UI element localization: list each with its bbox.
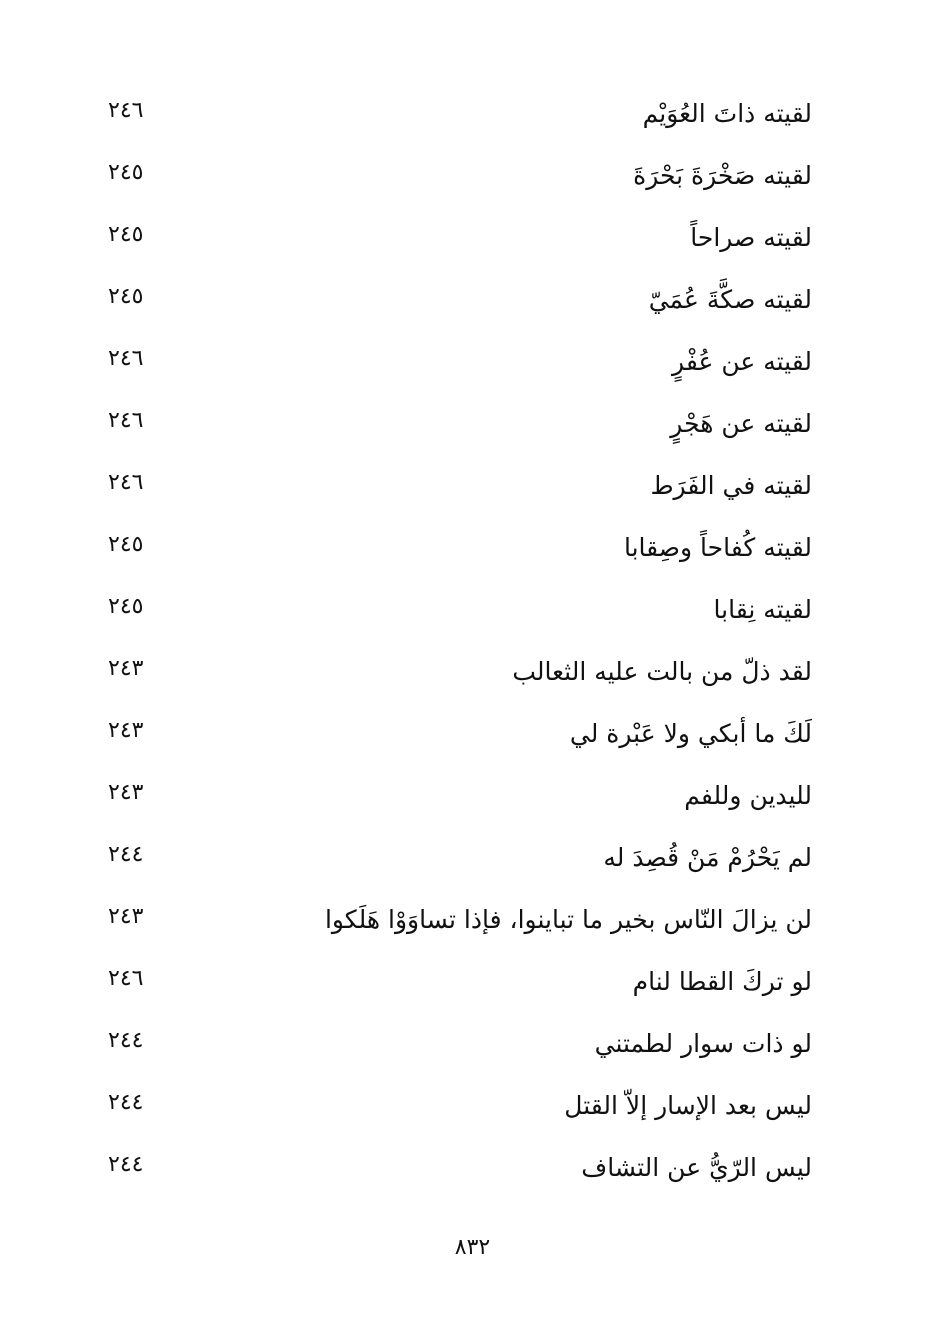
proverb-text: ليس الرّيُّ عن التشاف xyxy=(581,1153,812,1182)
index-entry xyxy=(100,522,812,584)
page-reference: ٢٤٦ xyxy=(108,98,144,123)
page-reference: ٢٤٦ xyxy=(108,346,144,371)
proverb-text: لقيته عن عُفْرٍ xyxy=(672,347,812,376)
page-number: ٨٣٢ xyxy=(454,1235,491,1260)
page-reference: ٢٤٤ xyxy=(108,1090,144,1115)
page-reference: ٢٤٦ xyxy=(108,470,144,495)
proverb-text: لم يَحْرُمْ مَنْ قُصِدَ له xyxy=(603,843,812,872)
index-entry xyxy=(100,770,812,832)
index-entry xyxy=(100,150,812,212)
proverb-text: لليدين وللفم xyxy=(684,781,812,810)
page-reference: ٢٤٣ xyxy=(108,780,144,805)
page-reference: ٢٤٥ xyxy=(108,160,144,185)
index-entry xyxy=(100,708,812,770)
index-entry xyxy=(100,894,812,956)
index-entry xyxy=(100,274,812,336)
proverb-text: لقيته صراحاً xyxy=(690,223,812,252)
proverb-text: ليس بعد الإسار إلاّ القتل xyxy=(564,1091,812,1120)
proverb-text: لقيته ذاتَ العُوَيْم xyxy=(642,99,812,128)
page-reference: ٢٤٦ xyxy=(108,408,144,433)
index-entry xyxy=(100,1018,812,1080)
page-reference: ٢٤٤ xyxy=(108,842,144,867)
proverb-text: لو ذات سوار لطمتني xyxy=(594,1029,812,1058)
proverb-text: لقيته في الفَرَط xyxy=(650,471,812,500)
proverb-text: لن يزالَ النّاس بخير ما تباينوا، فإذا تساوَوْا هَلَكوا xyxy=(324,905,812,934)
proverb-text: لو تركَ القطا لنام xyxy=(632,967,812,996)
index-entry xyxy=(100,88,812,150)
page-reference: ٢٤٣ xyxy=(108,718,144,743)
index-entry xyxy=(100,398,812,460)
index-entry xyxy=(100,336,812,398)
index-entry xyxy=(100,584,812,646)
proverb-text: لقيته نِقابا xyxy=(713,595,812,624)
index-entry xyxy=(100,460,812,522)
index-entry xyxy=(100,832,812,894)
page-reference: ٢٤٦ xyxy=(108,966,144,991)
proverb-text: لَكَ ما أبكي ولا عَبْرة لي xyxy=(569,719,812,748)
index-entry xyxy=(100,1080,812,1142)
page-reference: ٢٤٣ xyxy=(108,656,144,681)
page-reference: ٢٤٣ xyxy=(108,904,144,929)
page-reference: ٢٤٤ xyxy=(108,1152,144,1177)
page-reference: ٢٤٥ xyxy=(108,222,144,247)
proverb-text: لقيته صكَّةَ عُمَيّ xyxy=(648,285,812,314)
page-reference: ٢٤٤ xyxy=(108,1028,144,1053)
index-entry xyxy=(100,212,812,274)
index-entry xyxy=(100,1142,812,1204)
proverb-text: لقيته عن هَجْرٍ xyxy=(670,409,812,438)
proverb-text: لقيته كُفاحاً وصِقابا xyxy=(623,533,812,562)
proverb-text: لقيته صَخْرَةَ بَحْرَةَ xyxy=(633,161,812,190)
page-reference: ٢٤٥ xyxy=(108,594,144,619)
proverb-index-list xyxy=(100,88,812,1204)
proverb-text: لقد ذلّ من بالت عليه الثعالب xyxy=(512,657,812,686)
page-reference: ٢٤٥ xyxy=(108,532,144,557)
index-entry xyxy=(100,646,812,708)
index-entry xyxy=(100,956,812,1018)
page-reference: ٢٤٥ xyxy=(108,284,144,309)
